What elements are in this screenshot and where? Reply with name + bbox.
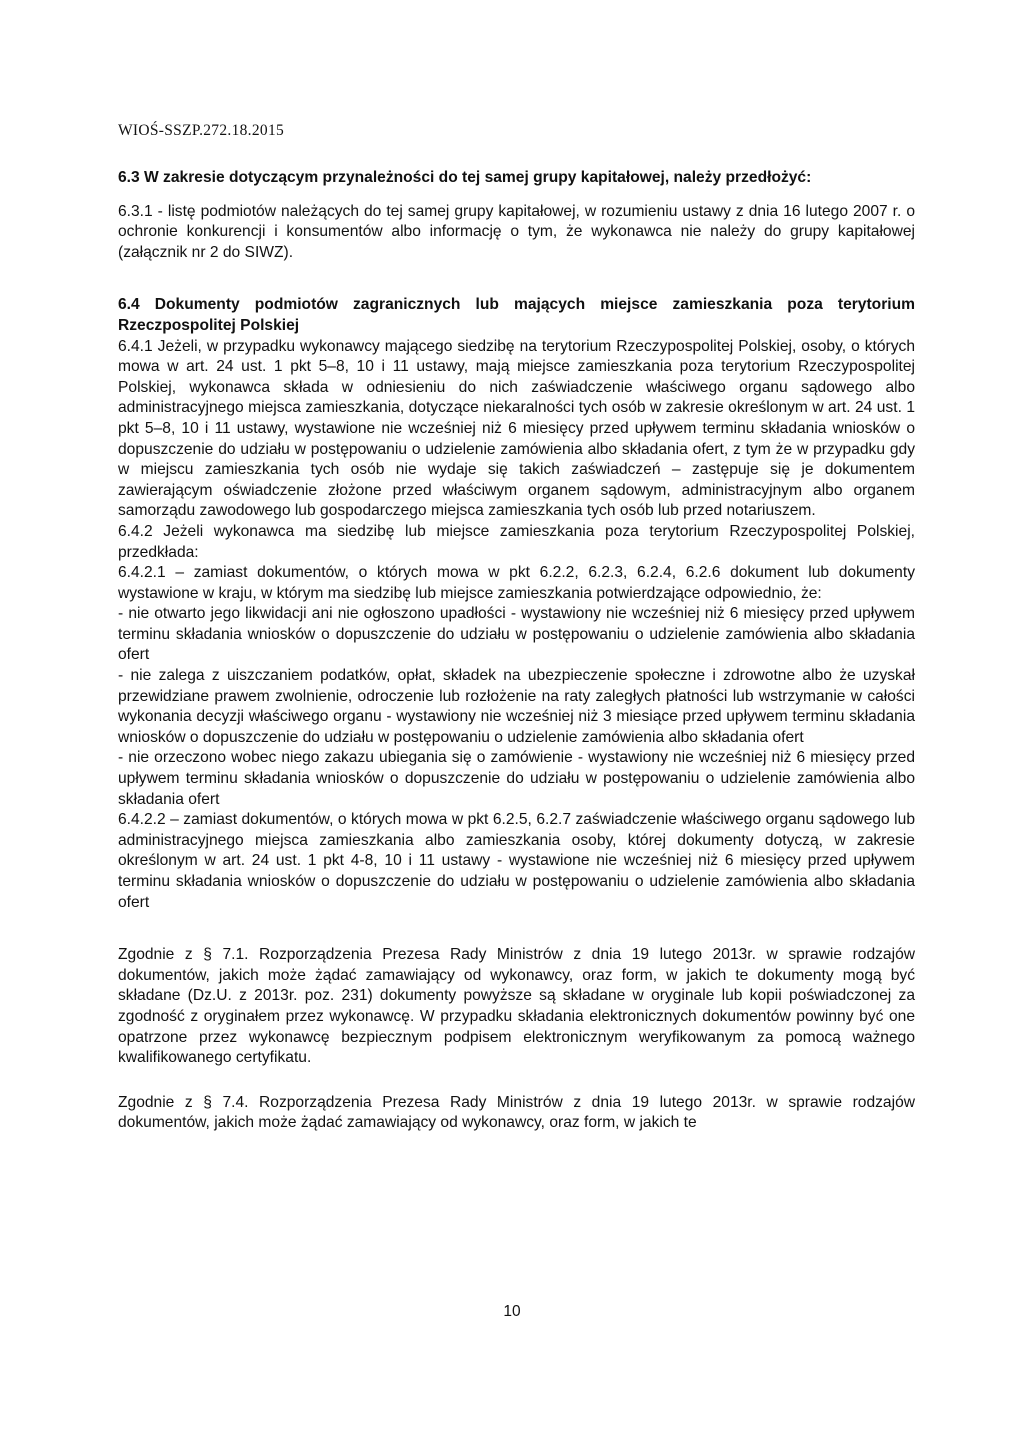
section-6-4-1: 6.4.1 Jeżeli, w przypadku wykonawcy mającego siedzibę na terytorium Rzeczypospolitej Polskiej, osoby, o których mowa w art. 24 ust. 1 pkt 5–8, 10 i 11 ustawy, mają miejsce zamieszkania poza terytorium Rzeczypospolitej Polskiej, wykonawca składa w odniesieniu do nich zaświadczenie właściwego organu sądowego albo administracyjnego miejsca zamieszkania, dotyczące niekaralności tych osób w zakresie określonym w art. 24 ust. 1 pkt 5–8, 10 i 11 ustawy, wystawione nie wcześniej niż 6 miesięcy przed upływem terminu składania wniosków o dopuszczenie do udziału w postępowaniu o udzielenie zamówienia albo składania ofert, z tym że w przypadku gdy w miejscu zamieszkania tych osób nie wydaje się takich zaświadczeń – zastępuje się je dokumentem zawierającym oświadczenie złożone przed właściwym organem sądowym, administracyjnym albo organem samorządu zawodowego lub gospodarczego miejsca zamieszkania tych osób lub przed notariuszem. — [118, 337, 915, 520]
section-6-4-2-1: 6.4.2.1 – zamiast dokumentów, o których mowa w pkt 6.2.2, 6.2.3, 6.2.4, 6.2.6 dokument lub dokumenty wystawione w kraju, w którym ma siedzibę lub miejsce zamieszkania potwierdzające odpowiednio, że: — [118, 564, 915, 602]
section-6-4-heading: 6.4 Dokumenty podmiotów zagranicznych lub mających miejsce zamieszkania poza terytorium Rzeczpospolitej Polskiej — [118, 296, 915, 334]
paragraph-par-7-4: Zgodnie z § 7.4. Rozporządzenia Prezesa Rady Ministrów z dnia 19 lutego 2013r. w sprawie rodzajów dokumentów, jakich może żądać zamawiający od wykonawcy, oraz form, w jakich te — [118, 1093, 915, 1132]
section-6-3-heading: 6.3 W zakresie dotyczącym przynależności do tej samej grupy kapitałowej, należy przedłożyć: — [118, 169, 812, 186]
list-item-no-liquidation: - nie otwarto jego likwidacji ani nie ogłoszono upadłości - wystawiony nie wcześniej niż 6 miesięcy przed upływem terminu składania wniosków o dopuszczenie do udziału w postępowaniu o udzielenie zamówienia albo składania ofert — [118, 605, 915, 664]
page-number: 10 — [503, 1303, 521, 1320]
section-6-3-1: 6.3.1 - listę podmiotów należących do tej samej grupy kapitałowej, w rozumieniu ustawy z dnia 16 lutego 2007 r. o ochronie konkurencji i konsumentów albo informację o tym, że wykonawca nie należy do grupy kapitałowej (załącznik nr 2 do SIWZ). — [118, 202, 915, 261]
section-6-4-2: 6.4.2 Jeżeli wykonawca ma siedzibę lub miejsce zamieszkania poza terytorium Rzeczypospolitej Polskiej, przedkłada: — [118, 522, 915, 561]
list-item-no-ban: - nie orzeczono wobec niego zakazu ubiegania się o zamówienie - wystawiony nie wcześniej niż 6 miesięcy przed upływem terminu składania wniosków o dopuszczenie do udziału w postępowaniu o udzielenie zamówienia albo składania ofert — [118, 749, 915, 808]
document-reference-number: WIOŚ-SSZP.272.18.2015 — [118, 122, 285, 139]
document-body — [118, 168, 915, 1134]
paragraph-par-7-1: Zgodnie z § 7.1. Rozporządzenia Prezesa Rady Ministrów z dnia 19 lutego 2013r. w sprawie rodzajów dokumentów, jakich może żądać zamawiający od wykonawcy, oraz form, w jakich te dokumenty mogą być składane (Dz.U. z 2013r. poz. 231) dokumenty powyższe są składane w oryginale lub kopii poświadczonej za zgodność z oryginałem przez wykonawcę. W przypadku składania elektronicznych dokumentów powinny być one opatrzone przez wykonawcę bezpiecznym podpisem elektronicznym weryfikowanym za pomocą ważnego kwalifikowanego certyfikatu. — [118, 946, 915, 1067]
list-item-no-tax-arrears: - nie zalega z uiszczaniem podatków, opłat, składek na ubezpieczenie społeczne i zdrowotne albo że uzyskał przewidziane prawem zwolnienie, odroczenie lub rozłożenie na raty zaległych płatności lub wstrzymanie w całości wykonania decyzji właściwego organu - wystawiony nie wcześniej niż 3 miesiące przed upływem terminu składania wniosków o dopuszczenie do udziału w postępowaniu o udzielenie zamówienia albo składania ofert — [118, 667, 915, 746]
section-6-4-2-2: 6.4.2.2 – zamiast dokumentów, o których mowa w pkt 6.2.5, 6.2.7 zaświadczenie właściwego organu sądowego lub administracyjnego miejsca zamieszkania albo zamieszkania osoby, której dokumenty dotyczą, w zakresie określonym w art. 24 ust. 1 pkt 4-8, 10 i 11 ustawy - wystawione nie wcześniej niż 6 miesięcy przed upływem terminu składania wniosków o dopuszczenie do udziału w postępowaniu o udzielenie zamówienia albo składania ofert — [118, 811, 915, 911]
